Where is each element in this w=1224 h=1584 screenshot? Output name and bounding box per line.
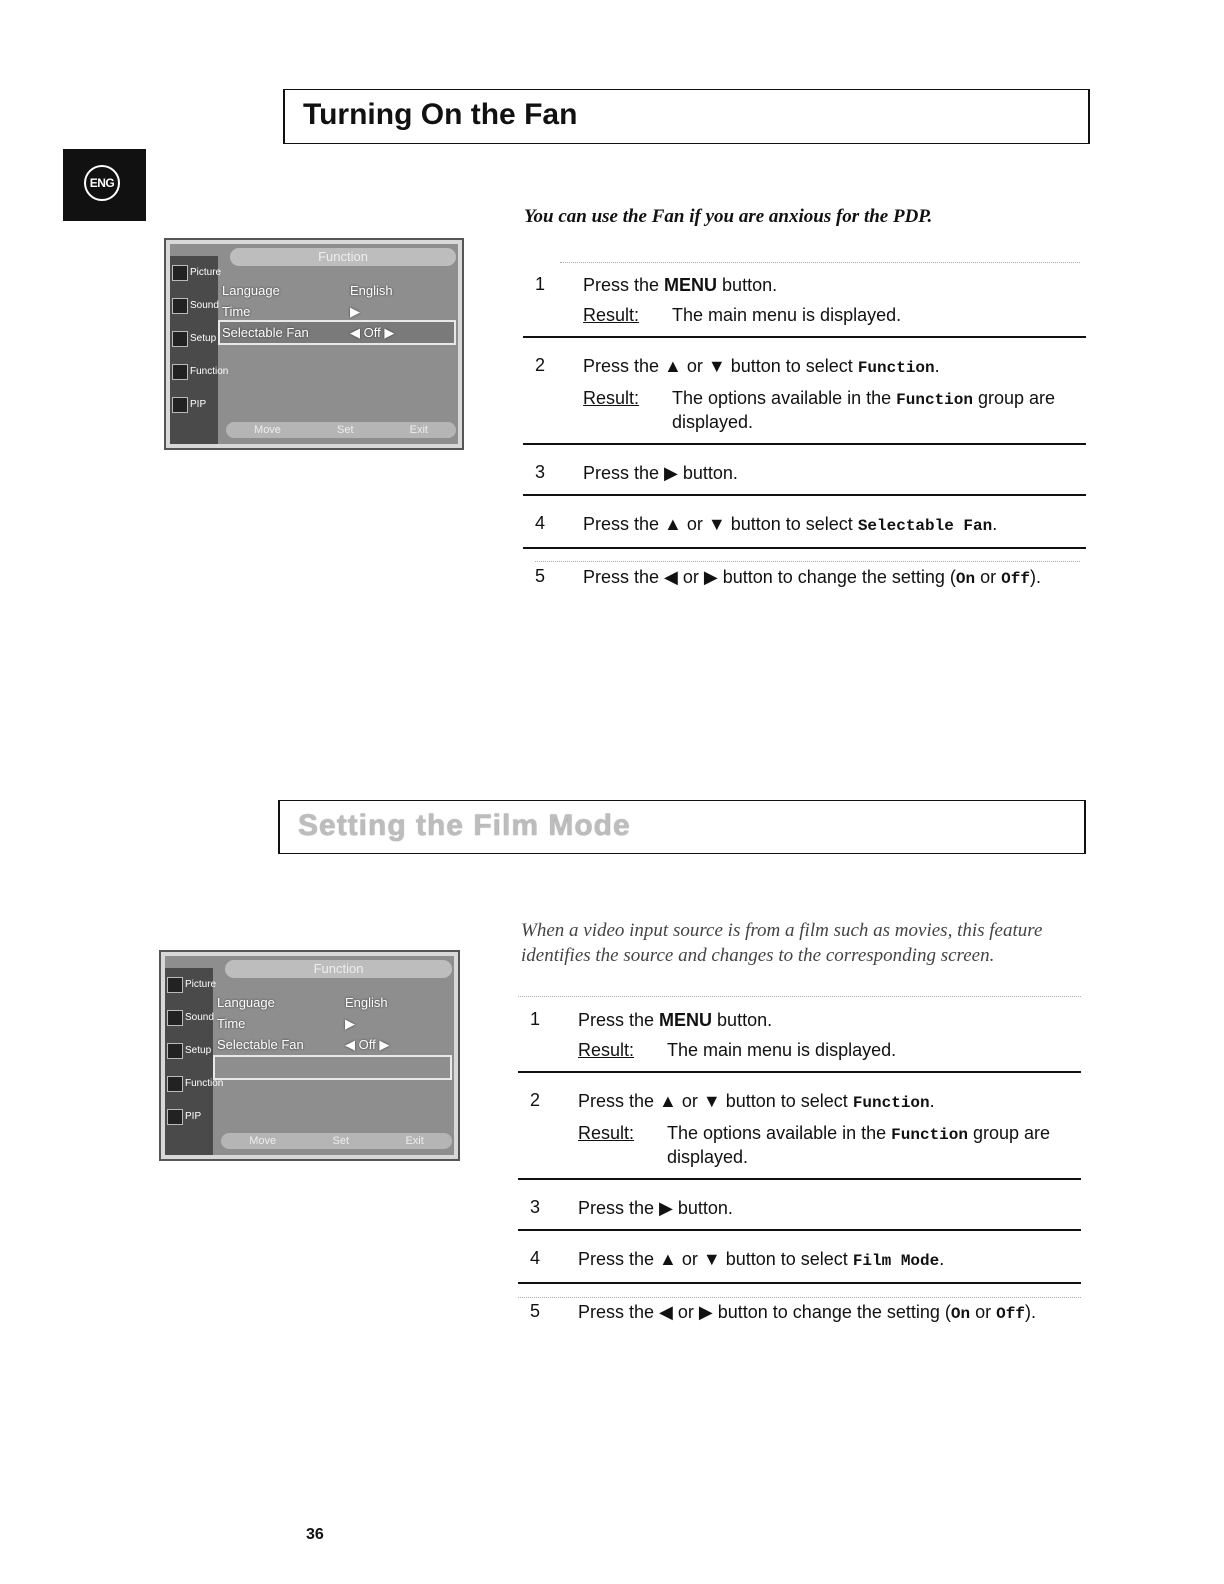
step-instruction: Press the ▶ button. [583, 463, 738, 483]
step-list [518, 1001, 1081, 1344]
step-instruction: Press the ◀ or ▶ button to change the setting (On or Off). [583, 567, 1041, 588]
up-arrow-icon: ▲ [664, 356, 682, 376]
up-arrow-icon: ▲ [664, 514, 682, 534]
right-arrow-icon: ▶ [698, 1302, 713, 1322]
pip-icon [167, 1109, 183, 1125]
step-list [523, 266, 1086, 609]
step-result: Result: The options available in the Function group are displayed. [583, 388, 1056, 432]
step-result: Result: The options available in the Function group are displayed. [578, 1123, 1051, 1167]
menu-sidebar [170, 256, 229, 444]
menu-side-picture: Picture [165, 968, 213, 1001]
menu-side-pip: PIP [165, 1100, 213, 1133]
step-instruction: Press the ▲ or ▼ button to select Function. [583, 356, 940, 377]
dotted-divider [518, 1297, 1081, 1298]
picture-icon [172, 265, 188, 281]
step [523, 454, 1086, 496]
tv-menu-screenshot [159, 950, 460, 1161]
down-arrow-icon: ▼ [702, 1249, 721, 1269]
menu-header: Function [225, 960, 452, 978]
step [523, 558, 1086, 600]
menu-row: Time ▶ [222, 304, 360, 319]
menu-side-setup: Setup [170, 322, 218, 355]
dotted-divider [535, 561, 1080, 562]
menu-rows [215, 992, 450, 1078]
menu-side-pip: PIP [170, 388, 218, 421]
right-arrow-icon: ▶ [659, 1198, 673, 1218]
down-arrow-icon: ▼ [707, 514, 726, 534]
page-number: 36 [306, 1526, 324, 1543]
step-number: 4 [530, 1248, 541, 1268]
left-arrow-icon: ◀ [659, 1302, 673, 1322]
section-title: Turning On the Fan [303, 98, 578, 131]
step-number: 1 [535, 274, 546, 294]
menu-screen [170, 244, 458, 444]
step-number: 2 [535, 355, 546, 375]
sound-icon [172, 298, 188, 314]
menu-rows [220, 280, 454, 343]
step-number: 5 [535, 566, 546, 586]
step-instruction: Press the ▲ or ▼ button to select Selectable Fan. [583, 514, 998, 535]
step [518, 1189, 1081, 1231]
down-arrow-icon: ▼ [707, 356, 726, 376]
menu-header: Function [230, 248, 456, 266]
dotted-divider [518, 996, 1081, 997]
section-intro: When a video input source is from a film such as movies, this feature identifies the source and changes to the corresponding screen. [521, 920, 1043, 966]
step-number: 2 [530, 1090, 541, 1110]
step [518, 1082, 1081, 1180]
menu-row-selected: Selectable Fan ◀ Off ▶ [220, 322, 454, 343]
up-arrow-icon: ▲ [659, 1091, 677, 1111]
up-arrow-icon: ▲ [659, 1249, 677, 1269]
step [523, 266, 1086, 338]
step-instruction: Press the ▶ button. [578, 1198, 733, 1218]
step-number: 3 [535, 462, 546, 482]
step-instruction: Press the ▲ or ▼ button to select Film Mode. [578, 1249, 945, 1270]
tv-menu-screenshot [164, 238, 464, 450]
menu-screen [165, 956, 454, 1155]
step-instruction: Press the MENU button. [578, 1010, 773, 1030]
eng-badge: ENG [84, 165, 120, 201]
section-title-box [278, 800, 1086, 854]
sound-icon [167, 1010, 183, 1026]
step [518, 1001, 1081, 1073]
menu-side-picture: Picture [170, 256, 218, 289]
step [518, 1240, 1081, 1284]
step-result: Result: The main menu is displayed. [583, 305, 902, 325]
menu-footer: Move Set Exit [226, 422, 456, 438]
menu-row-selected-empty [215, 1057, 450, 1078]
function-icon [167, 1076, 183, 1092]
menu-side-function: Function [170, 355, 218, 388]
down-arrow-icon: ▼ [702, 1091, 721, 1111]
menu-row: Selectable Fan ◀ Off ▶ [217, 1037, 390, 1052]
menu-side-setup: Setup [165, 1034, 213, 1067]
step [523, 505, 1086, 549]
setup-icon [167, 1043, 183, 1059]
step-number: 1 [530, 1009, 541, 1029]
section-title-box [283, 89, 1090, 144]
left-arrow-icon: ◀ [664, 567, 678, 587]
menu-row: Language English [222, 283, 393, 298]
language-tab [63, 149, 146, 221]
menu-side-sound: Sound [170, 289, 218, 322]
pip-icon [172, 397, 188, 413]
step-number: 3 [530, 1197, 541, 1217]
step [518, 1293, 1081, 1335]
step-instruction: Press the MENU button. [583, 275, 778, 295]
section-intro: You can use the Fan if you are anxious for the PDP. [524, 206, 933, 227]
section-title: Setting the Film Mode [298, 809, 631, 842]
menu-row: Time ▶ [217, 1016, 355, 1031]
step-instruction: Press the ◀ or ▶ button to change the setting (On or Off). [578, 1302, 1036, 1323]
setup-icon [172, 331, 188, 347]
step-number: 4 [535, 513, 546, 533]
picture-icon [167, 977, 183, 993]
menu-side-function: Function [165, 1067, 213, 1100]
step-instruction: Press the ▲ or ▼ button to select Function. [578, 1091, 935, 1112]
menu-sidebar [165, 968, 224, 1155]
right-arrow-icon: ▶ [664, 463, 678, 483]
menu-row: Language English [217, 995, 388, 1010]
step-number: 5 [530, 1301, 541, 1321]
function-icon [172, 364, 188, 380]
step-result: Result: The main menu is displayed. [578, 1040, 897, 1060]
menu-footer: Move Set Exit [221, 1133, 452, 1149]
dotted-divider [560, 262, 1080, 263]
right-arrow-icon: ▶ [703, 567, 718, 587]
step [523, 347, 1086, 445]
menu-side-sound: Sound [165, 1001, 213, 1034]
